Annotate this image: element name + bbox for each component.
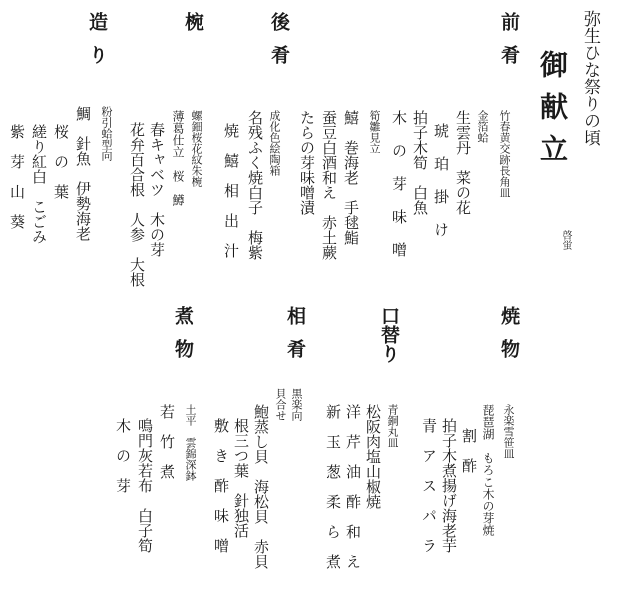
- dish-item: 拍子木筍 白魚: [411, 110, 429, 215]
- dish-item: 鳴門灰若布 白子筍: [136, 418, 154, 553]
- dish-item: 紫 芽 山 葵: [8, 124, 26, 229]
- dish-item: 縒り紅白 こごみ: [30, 124, 48, 244]
- course-heading-aizakana: 相肴: [284, 306, 306, 372]
- course-vessel: 粉引蛤型向: [100, 106, 113, 161]
- dish-item: 若 竹 煮: [158, 404, 176, 479]
- course-sub-vessel: 金箔蛤: [476, 110, 489, 143]
- menu-title: 弥生ひな祭りの頃: [580, 10, 600, 146]
- dish-item: 焼 鱚 相 出 汁: [222, 123, 240, 258]
- dish-item: 琥 珀 掛 け: [432, 123, 450, 237]
- menu-seal: 啓蛍: [560, 230, 571, 250]
- course-heading-kuchigawari: 口替り: [378, 306, 400, 363]
- course-heading-wan: 椀: [182, 12, 204, 31]
- course-sub-vessel: 琵琶湖 もろこ木の芽焼: [481, 404, 495, 536]
- dish-item: 桜 の 葉: [52, 124, 70, 199]
- course-heading-nimono: 煮物: [172, 306, 194, 372]
- dish-item: 根三つ葉 針独活: [232, 418, 250, 538]
- course-heading-tsukuri: 造り: [86, 12, 108, 78]
- dish-item: 名残ふく焼白子 梅紫: [246, 110, 264, 260]
- dish-item: 木 の 芽 味 噌: [390, 110, 408, 257]
- dish-item: 拍子木煮揚げ海老芋: [440, 418, 458, 553]
- dish-item: 春キャベツ 木の芽: [148, 122, 166, 257]
- dish-item: 割 酢: [460, 428, 478, 473]
- course-vessel: 土平 雲錦深鉢: [184, 404, 197, 481]
- course-heading-zenzakana: 前肴: [498, 12, 520, 78]
- dish-item: 松阪肉塩山椒焼: [364, 404, 382, 509]
- dish-item: 青 ア ス パ ラ: [420, 418, 438, 553]
- course-vessel: 成化色絵陶箱: [268, 110, 281, 176]
- course-vessel: 螺鈿桜花紋朱椀: [190, 110, 203, 187]
- menu-heading: 御献立: [536, 50, 569, 176]
- dish-item: 洋 芹 油 酢 和 え: [344, 404, 362, 569]
- course-vessel: 黒楽向: [290, 388, 303, 421]
- dish-item: 鱚 巻海老 手毬鮨: [342, 110, 360, 245]
- course-sub-vessel: 貝合せ: [274, 388, 287, 421]
- course-heading-atozakana: 後肴: [268, 12, 290, 78]
- dish-item: たらの芽味噌漬: [298, 110, 316, 215]
- course-vessel: 竹春黄交跡長角皿: [498, 110, 511, 198]
- dish-item: 花弁百合根 人参 大根: [128, 122, 146, 287]
- course-heading-yakimono: 焼物: [498, 306, 520, 372]
- dish-item: 新 玉 葱 柔 ら 煮: [324, 404, 342, 569]
- dish-item: 木 の 芽: [114, 418, 132, 493]
- dish-item: 生雲丹 菜の花: [454, 110, 472, 215]
- dish-item: 敷 き 酢 味 噌: [212, 418, 230, 553]
- course-vessel: 青銅丸皿: [386, 404, 399, 448]
- dish-item: 鯛 針魚 伊勢海老: [74, 106, 92, 241]
- course-sub-vessel: 薄葛仕立 桜 鱒: [171, 110, 185, 206]
- course-vessel: 永楽雪笹皿: [502, 404, 515, 459]
- dish-item: 蚕豆白酒和え 赤土蕨: [320, 110, 338, 260]
- course-sub-vessel: 筍雛見立: [368, 110, 381, 154]
- dish-item: 鮑蒸し貝 海松貝 赤貝: [252, 404, 270, 569]
